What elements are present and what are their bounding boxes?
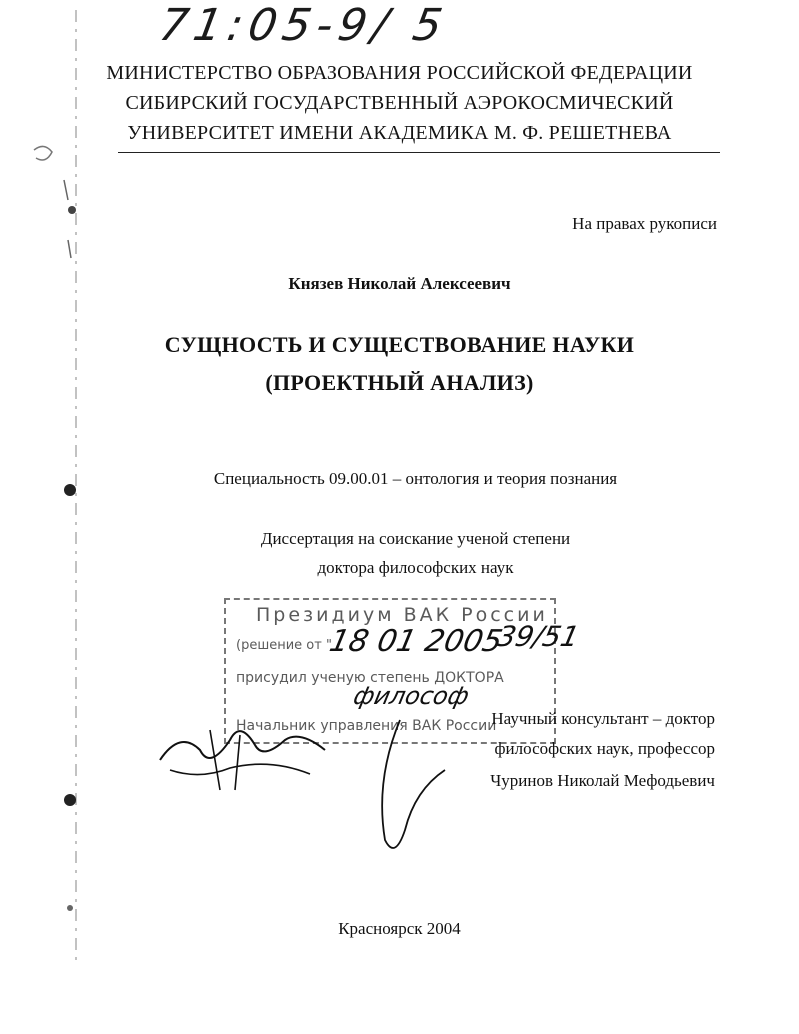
degree-line-2: доктора философских наук xyxy=(317,558,514,577)
title-line-1: СУЩНОСТЬ И СУЩЕСТВОВАНИЕ НАУКИ xyxy=(164,332,635,357)
specialty: Специальность 09.00.01 – онтология и теория познания xyxy=(213,469,618,488)
stamp-date: 18 01 2005 xyxy=(326,624,506,659)
header-divider xyxy=(118,152,720,153)
stamp-line-3: присудил ученую степень ДОКТОРА xyxy=(236,670,504,686)
binding-margin-marks xyxy=(0,0,90,1034)
consultant-line-1: Научный консультант – доктор xyxy=(491,709,715,728)
consultant-line-3: Чуринов Николай Мефодьевич xyxy=(490,771,715,790)
institution-line-3: УНИВЕРСИТЕТ ИМЕНИ АКАДЕМИКА М. Ф. РЕШЕТНЕВА xyxy=(127,122,672,144)
institution-line-1: МИНИСТЕРСТВО ОБРАЗОВАНИЯ РОССИЙСКОЙ ФЕДЕРАЦИИ xyxy=(106,62,693,84)
archive-code: 71:05-9/ 5 xyxy=(155,0,452,51)
stamp-handwritten-field: философ xyxy=(351,682,472,710)
city-year: Красноярск 2004 xyxy=(338,919,461,938)
stamp-line-4: Начальник управления ВАК России xyxy=(236,718,497,734)
title-line-2: (ПРОЕКТНЫЙ АНАЛИЗ) xyxy=(265,370,534,395)
stamp-number: 39/51 xyxy=(494,620,583,653)
stamp-line-2-prefix: (решение от " xyxy=(236,638,332,653)
stamp-line-1: Президиум ВАК России xyxy=(256,604,548,626)
author-name: Князев Николай Алексеевич xyxy=(288,274,511,293)
degree-line-1: Диссертация на соискание ученой степени xyxy=(260,529,571,548)
institution-line-2: СИБИРСКИЙ ГОСУДАРСТВЕННЫЙ АЭРОКОСМИЧЕСКИЙ xyxy=(125,92,674,114)
rights-note: На правах рукописи xyxy=(572,214,717,233)
handwritten-signatures xyxy=(150,690,490,870)
consultant-line-2: философских наук, профессор xyxy=(494,739,715,758)
